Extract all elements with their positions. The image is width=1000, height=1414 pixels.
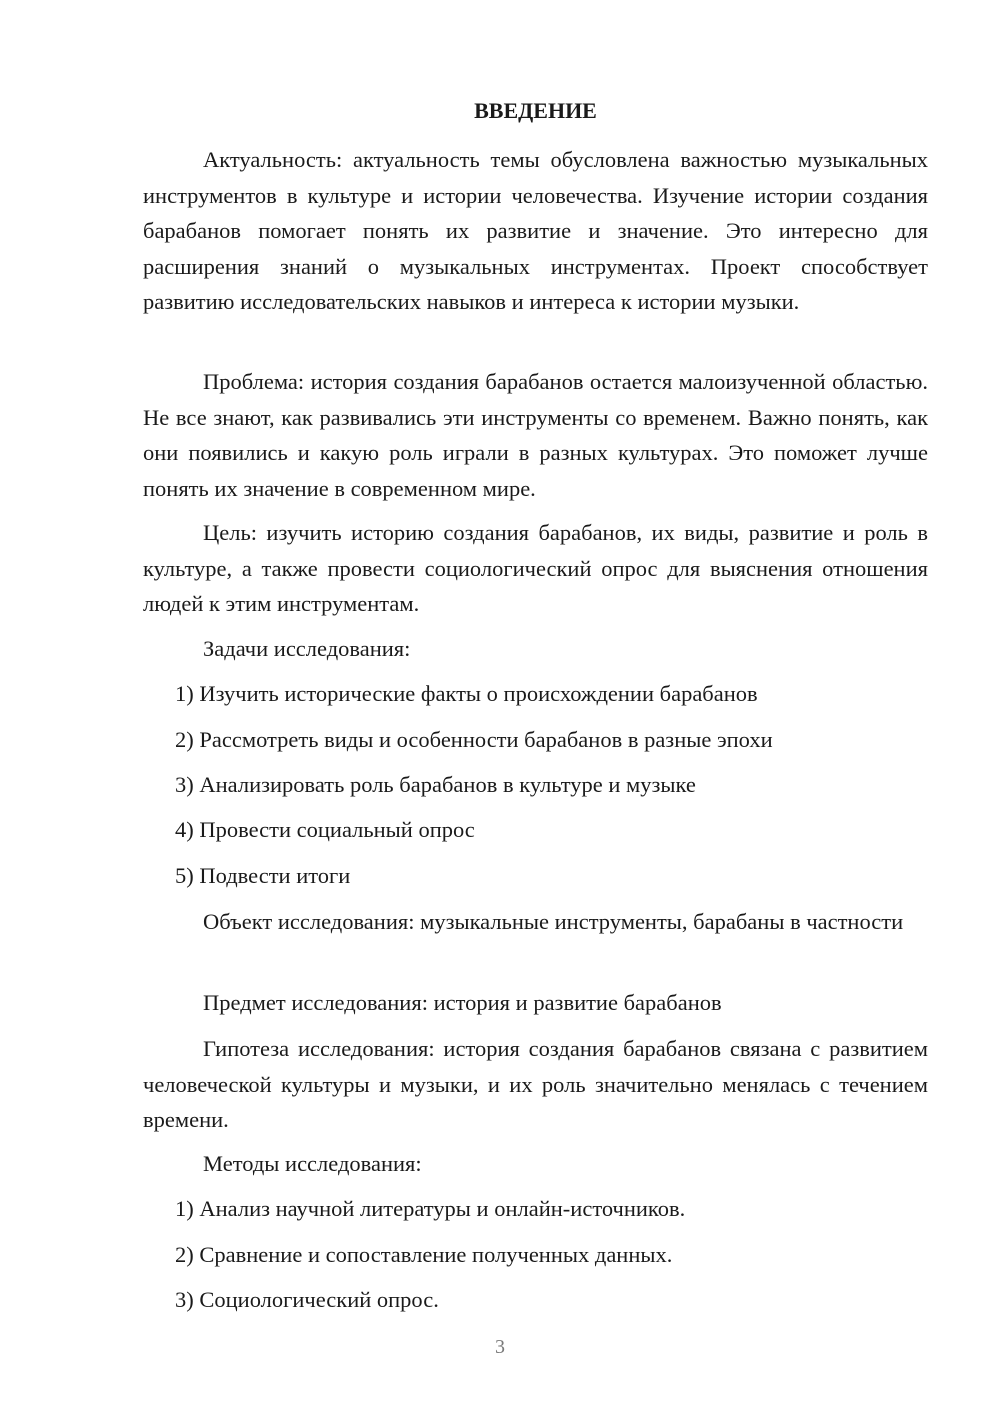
object-paragraph: Объект исследования: музыкальные инструменты, барабаны в частности [203,909,904,934]
hypothesis-paragraph: Гипотеза исследования: история создания барабанов связана с развитием человеческой культуры и музыки, и их роль значительно менялась с течением времени. [143,1036,928,1132]
task-item: 3) Анализировать роль барабанов в культуре и музыке [175,772,696,797]
goal-paragraph: Цель: изучить историю создания барабанов, их виды, развитие и роль в культуре, а также провести социологический опрос для выяснения отношения людей к этим инструментам. [143,520,928,616]
subject-paragraph: Предмет исследования: история и развитие барабанов [203,990,722,1015]
tasks-heading: Задачи исследования: [203,636,411,661]
task-item: 4) Провести социальный опрос [175,817,475,842]
method-item: 2) Сравнение и сопоставление полученных данных. [175,1242,673,1267]
task-item: 5) Подвести итоги [175,863,351,888]
method-item: 3) Социологический опрос. [175,1287,439,1312]
section-title: ВВЕДЕНИЕ [474,98,597,123]
task-item: 2) Рассмотреть виды и особенности барабанов в разные эпохи [175,727,773,752]
task-item: 1) Изучить исторические факты о происхождении барабанов [175,681,758,706]
methods-heading: Методы исследования: [203,1151,422,1176]
page-number: 3 [495,1336,505,1358]
method-item: 1) Анализ научной литературы и онлайн-источников. [175,1196,686,1221]
problem-paragraph: Проблема: история создания барабанов остается малоизученной областью. Не все знают, как развивались эти инструменты со временем. Важно понять, как они появились и какую роль играли в разных культурах. Это поможет лучше понять их значение в современном мире. [143,369,928,501]
relevance-paragraph: Актуальность: актуальность темы обусловлена важностью музыкальных инструментов в культуре и истории человечества. Изучение истории создания барабанов помогает понять их развитие и значение. Это интересно для расширения знаний о музыкальных инструментах. Проект способствует развитию исследовательских навыков и интереса к истории музыки. [143,147,928,314]
